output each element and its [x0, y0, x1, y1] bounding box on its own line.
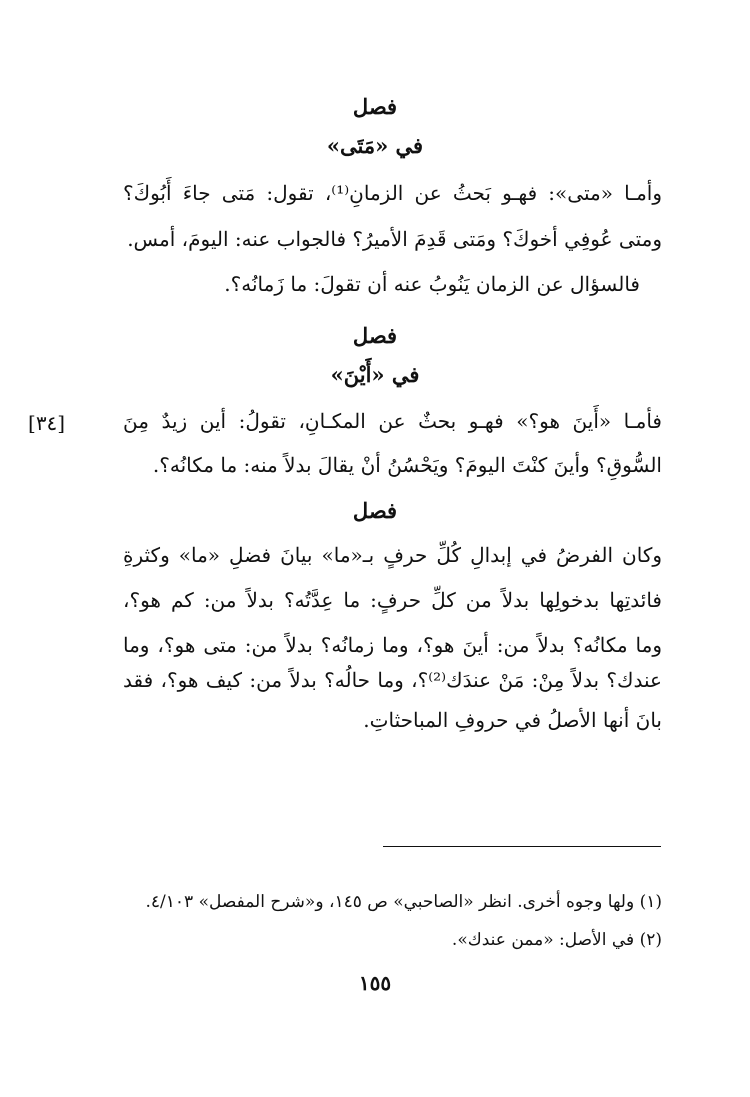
paragraph-line: فائدتِها بدخولِها بدلاً من كلِّ حرفٍ: ما عِدَّتُه؟ بدلاً من: كم هو؟،: [123, 588, 662, 612]
paragraph-line: ومتى عُوفِي أخوكَ؟ ومَتى قَدِمَ الأميرُ؟ فالجواب عنه: اليومَ، أمس.: [127, 227, 662, 251]
section-subtitle: في «مَتَى»: [326, 133, 424, 158]
footnote: (١) ولها وجوه أخرى. انظر «الصاحبي» ص ١٤٥، و«شرح المفصل» ٤/١٠٣.: [145, 892, 662, 912]
paragraph-line: عندك؟ بدلاً مِنْ: مَنْ عندَك⁽²⁾؟، وما حالُه؟ بدلاً من: كيف هو؟، فقد: [123, 668, 662, 692]
page-number: ١٥٥: [358, 971, 392, 995]
section-title: فصل: [352, 498, 398, 523]
section-subtitle: في «أَيْنَ»: [330, 362, 420, 387]
section-title: فصل: [352, 323, 398, 348]
footnote: (٢) في الأصل: «ممن عندك».: [451, 930, 662, 950]
footnote-separator: [383, 846, 661, 847]
paragraph-line: وكان الفرضُ في إبدالِ كُلِّ حرفٍ بـ«ما» بيانَ فضلِ «ما» وكثرةِ: [123, 543, 662, 567]
paragraph-line: فأمـا «أَينَ هو؟» فهـو بحثٌ عن المكـانِ، تقولُ: أين زيدٌ مِنَ: [123, 409, 662, 433]
margin-page-marker: [٣٤]: [28, 411, 66, 435]
paragraph-line: السُّوقِ؟ وأينَ كنْتَ اليومَ؟ ويَحْسُنُ أنْ يقالَ بدلاً منه: ما مكانُه؟.: [152, 453, 662, 477]
section-title: فصل: [352, 94, 398, 119]
paragraph-line: وأمـا «متى»: فهـو بَحثُ عن الزمانِ⁽¹⁾، تقول: مَتى جاءَ أَبُوكَ؟: [123, 181, 662, 205]
paragraph-line: بانَ أنها الأصلُ في حروفِ المباحثاتِ.: [363, 708, 662, 732]
paragraph-line: وما مكانُه؟ بدلاً من: أينَ هو؟، وما زمانُه؟ بدلاً من: متى هو؟، وما: [123, 633, 662, 657]
paragraph-line: فالسؤال عن الزمان يَنُوبُ عنه أن تقولَ: ما زَمانُه؟.: [224, 272, 640, 296]
